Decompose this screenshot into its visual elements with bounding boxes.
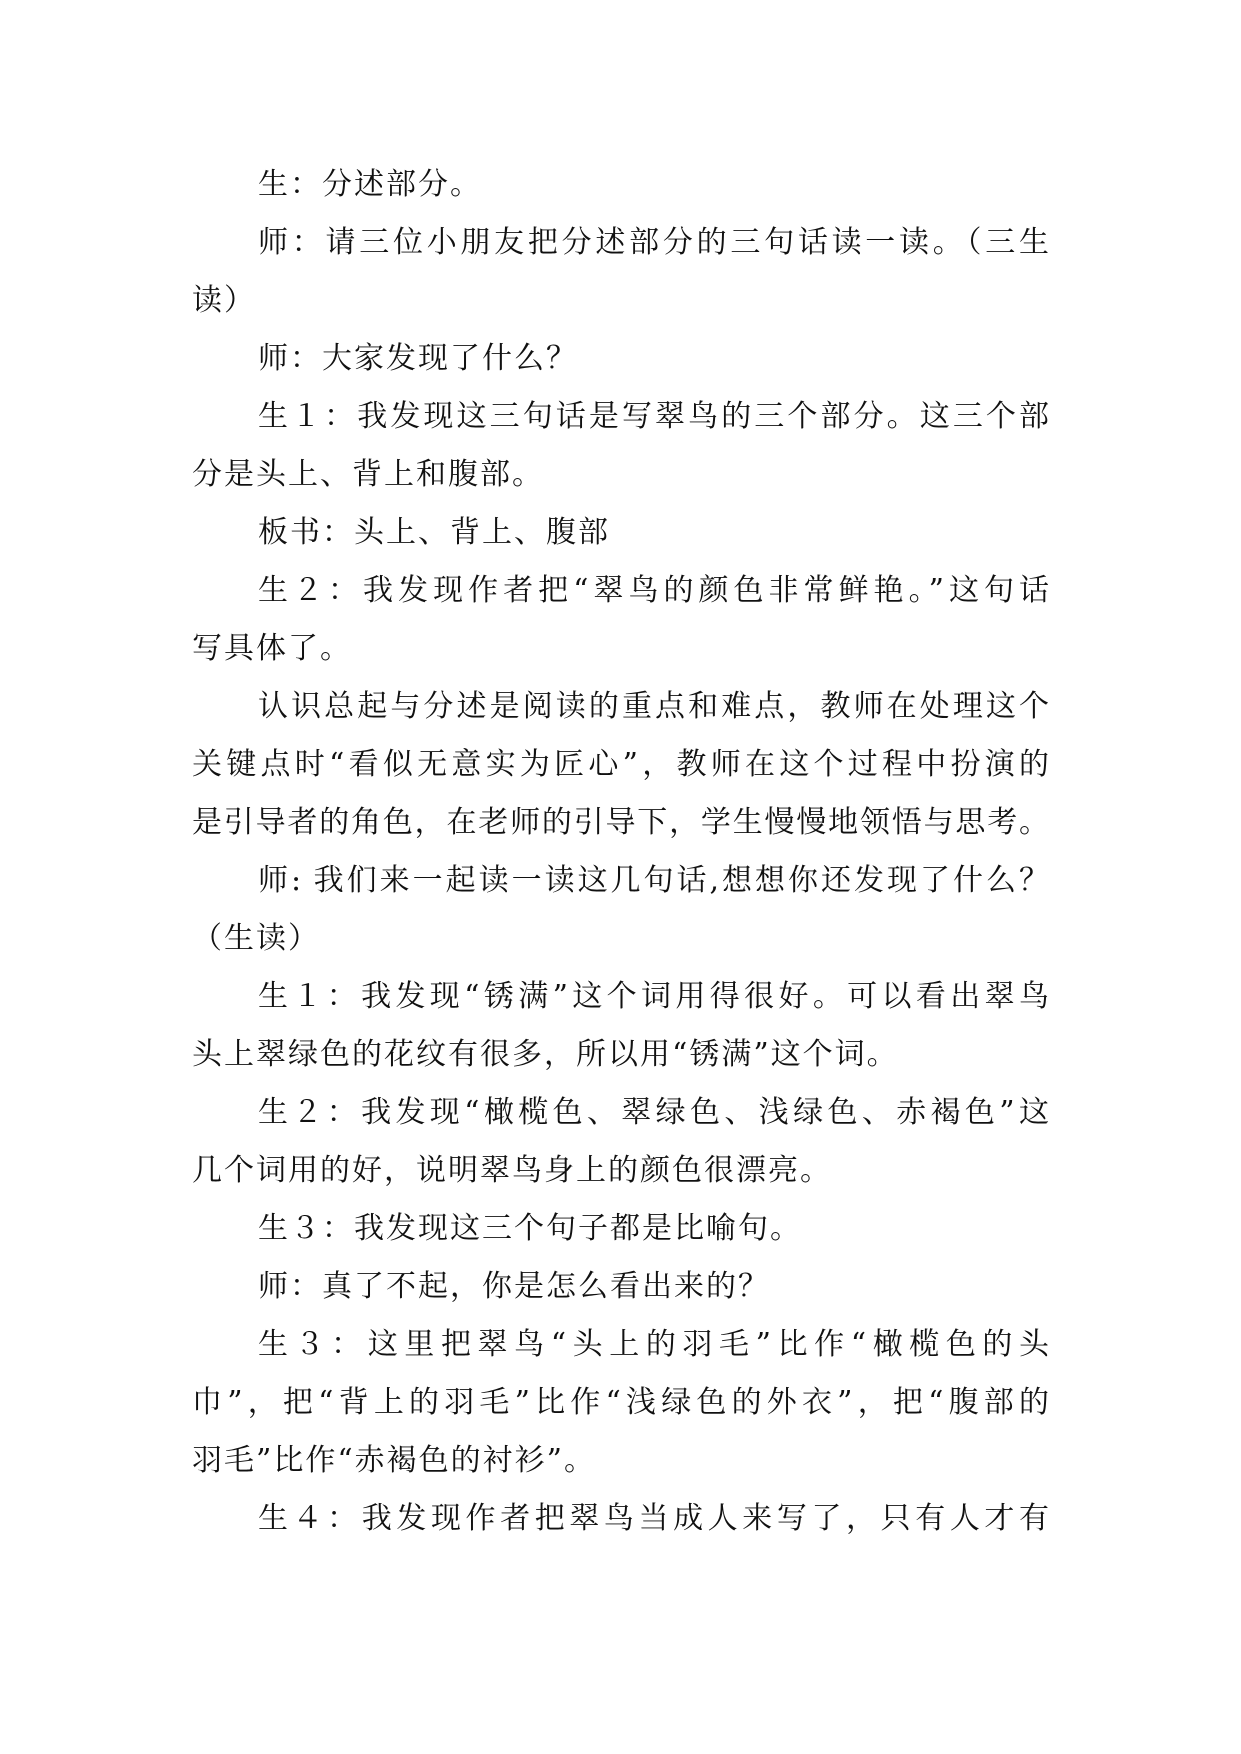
paragraph-line: 巾”，把“背上的羽毛”比作“浅绿色的外衣”，把“腹部的 <box>192 1385 1049 1420</box>
paragraph-line: 写具体了。 <box>192 631 352 666</box>
paragraph-line: 师: 我们来一起读一读这几句话,想想你还发现了什么？ <box>258 863 1049 898</box>
paragraph-line: 认识总起与分述是阅读的重点和难点，教师在处理这个 <box>258 689 1049 724</box>
paragraph-line: 板书：头上、背上、腹部 <box>258 515 610 550</box>
paragraph-line: 分是头上、背上和腹部。 <box>192 457 544 492</box>
paragraph <box>192 504 1049 562</box>
paragraph-line: 生２：我发现“橄榄色、翠绿色、浅绿色、赤褐色”这 <box>258 1095 1049 1130</box>
paragraph-line: 师：大家发现了什么？ <box>258 341 578 376</box>
document-body <box>192 156 1049 1548</box>
paragraph-line: （生读） <box>192 921 320 956</box>
paragraph-line: 生１：我发现“锈满”这个词用得很好。可以看出翠鸟 <box>258 979 1049 1014</box>
paragraph-line: 师：真了不起，你是怎么看出来的？ <box>258 1269 770 1304</box>
paragraph-line: 几个词用的好，说明翠鸟身上的颜色很漂亮。 <box>192 1153 832 1188</box>
paragraph <box>192 1084 1049 1200</box>
paragraph <box>192 968 1049 1084</box>
paragraph <box>192 678 1049 852</box>
paragraph <box>192 562 1049 678</box>
paragraph-line: 师：请三位小朋友把分述部分的三句话读一读。（三生 <box>258 225 1049 260</box>
paragraph <box>192 388 1049 504</box>
paragraph-line: 关键点时“看似无意实为匠心”，教师在这个过程中扮演的 <box>192 747 1049 782</box>
paragraph-line: 生４：我发现作者把翠鸟当成人来写了，只有人才有 <box>258 1501 1049 1536</box>
paragraph-line: 生３：这里把翠鸟“头上的羽毛”比作“橄榄色的头 <box>258 1327 1049 1362</box>
paragraph-line: 生２：我发现作者把“翠鸟的颜色非常鲜艳。”这句话 <box>258 573 1049 608</box>
paragraph <box>192 1316 1049 1490</box>
paragraph <box>192 852 1049 968</box>
paragraph <box>192 1200 1049 1258</box>
paragraph-line: 生３：我发现这三个句子都是比喻句。 <box>258 1211 802 1246</box>
paragraph-line: 头上翠绿色的花纹有很多，所以用“锈满”这个词。 <box>192 1037 899 1072</box>
paragraph-line: 生１：我发现这三句话是写翠鸟的三个部分。这三个部 <box>258 399 1049 434</box>
paragraph <box>192 1490 1049 1548</box>
paragraph-line: 羽毛”比作“赤褐色的衬衫”。 <box>192 1443 597 1478</box>
paragraph-line: 生：分述部分。 <box>258 167 482 202</box>
paragraph <box>192 1258 1049 1316</box>
paragraph <box>192 330 1049 388</box>
paragraph <box>192 156 1049 214</box>
paragraph-line: 读） <box>192 283 256 318</box>
paragraph <box>192 214 1049 330</box>
paragraph-line: 是引导者的角色，在老师的引导下，学生慢慢地领悟与思考。 <box>192 805 1049 840</box>
